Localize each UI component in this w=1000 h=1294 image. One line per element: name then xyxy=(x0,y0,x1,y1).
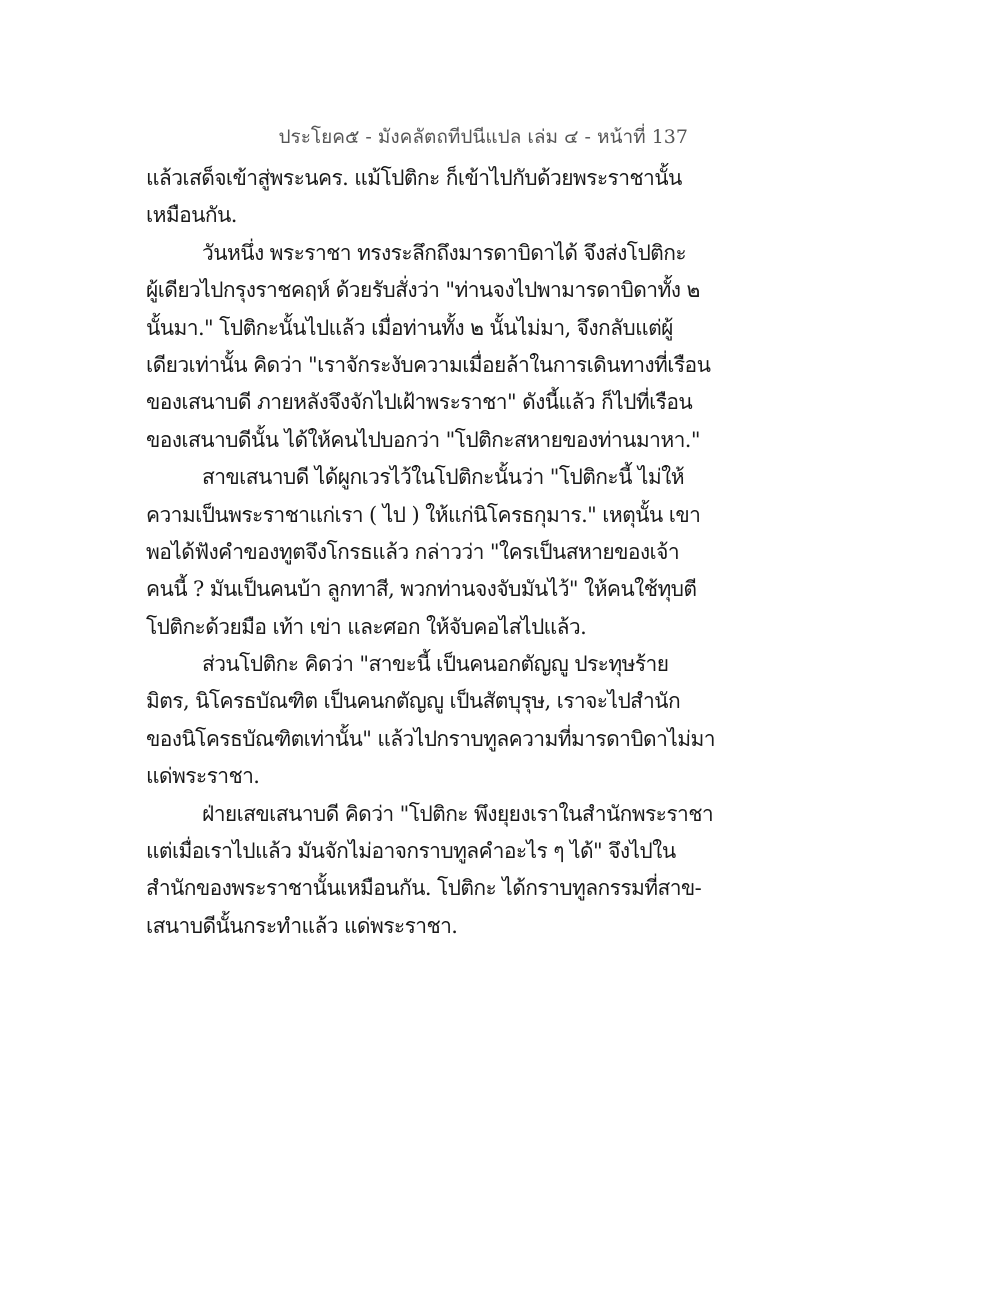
text-line: ของเสนาบดี ภายหลังจึงจักไปเฝ้าพระราชา" ดังนี้แล้ว ก็ไปที่เรือน xyxy=(146,390,693,415)
text-line: ฝ่ายเสขเสนาบดี คิดว่า "โปติกะ พึงยุยงเราในสำนักพระราชา xyxy=(202,801,714,826)
text-line: ความเป็นพระราชาแก่เรา ( ไป ) ให้แก่นิโครธกุมาร." เหตุนั้น เขา xyxy=(146,502,701,527)
text-line: ผู้เดียวไปกรุงราชคฤห์ ด้วยรับสั่งว่า "ท่านจงไปพามารดาบิดาทั้ง ๒ xyxy=(146,278,700,303)
paragraph xyxy=(146,235,711,459)
text-line: ส่วนโปติกะ คิดว่า "สาขะนี้ เป็นคนอกตัญญู ประทุษร้าย xyxy=(202,652,669,677)
page-header: ประโยค๕ - มังคลัตถทีปนีแปล เล่ม ๔ - หน้าที่ 137 xyxy=(278,126,688,148)
text-line: โปติกะด้วยมือ เท้า เข่า และศอก ให้จับคอไสไปแล้ว. xyxy=(146,614,587,639)
paragraph xyxy=(146,796,714,946)
document-body xyxy=(146,160,715,945)
text-line: มิตร, นิโครธบัณฑิต เป็นคนกตัญญู เป็นสัตบุรุษ, เราจะไปสำนัก xyxy=(146,689,681,714)
text-line: ของนิโครธบัณฑิตเท่านั้น" แล้วไปกราบทูลความที่มารดาบิดาไม่มา xyxy=(146,726,715,751)
text-line: พอได้ฟังคำของทูตจึงโกรธแล้ว กล่าวว่า "ใครเป็นสหายของเจ้า xyxy=(146,539,680,564)
text-line: แล้วเสด็จเข้าสู่พระนคร. แม้โปติกะ ก็เข้าไปกับด้วยพระราชานั้น xyxy=(146,166,682,190)
paragraph xyxy=(146,459,701,646)
paragraph xyxy=(146,160,694,235)
text-line: วันหนึ่ง พระราชา ทรงระลึกถึงมารดาบิดาได้ จึงส่งโปติกะ xyxy=(202,240,687,265)
text-line: นั้นมา." โปติกะนั้นไปแล้ว เมื่อท่านทั้ง ๒ นั้นไม่มา, จึงกลับแต่ผู้ xyxy=(146,315,673,340)
text-line: ของเสนาบดีนั้น ได้ให้คนไปบอกว่า "โปติกะสหายของท่านมาหา." xyxy=(146,427,700,452)
text-line: สาขเสนาบดี ได้ผูกเวรไว้ในโปติกะนั้นว่า "โปติกะนี้ ไม่ให้ xyxy=(202,465,685,490)
text-line: สำนักของพระราชานั้นเหมือนกัน. โปติกะ ได้กราบทูลกรรมที่สาข- xyxy=(146,876,702,901)
text-line: แด่พระราชา. xyxy=(146,764,260,789)
text-line: เหมือนกัน. xyxy=(146,203,237,228)
text-line: เดียวเท่านั้น คิดว่า "เราจักระงับความเมื่อยล้าในการเดินทางที่เรือน xyxy=(146,352,711,377)
text-line: แต่เมื่อเราไปแล้ว มันจักไม่อาจกราบทูลคำอะไร ๆ ได้" จึงไปใน xyxy=(146,839,676,864)
text-line: คนนี้ ? มันเป็นคนบ้า ลูกทาสี, พวกท่านจงจับมันไว้" ให้คนใช้ทุบตี xyxy=(146,577,697,602)
text-line: เสนาบดีนั้นกระทำแล้ว แด่พระราชา. xyxy=(146,913,458,938)
paragraph xyxy=(146,646,715,796)
